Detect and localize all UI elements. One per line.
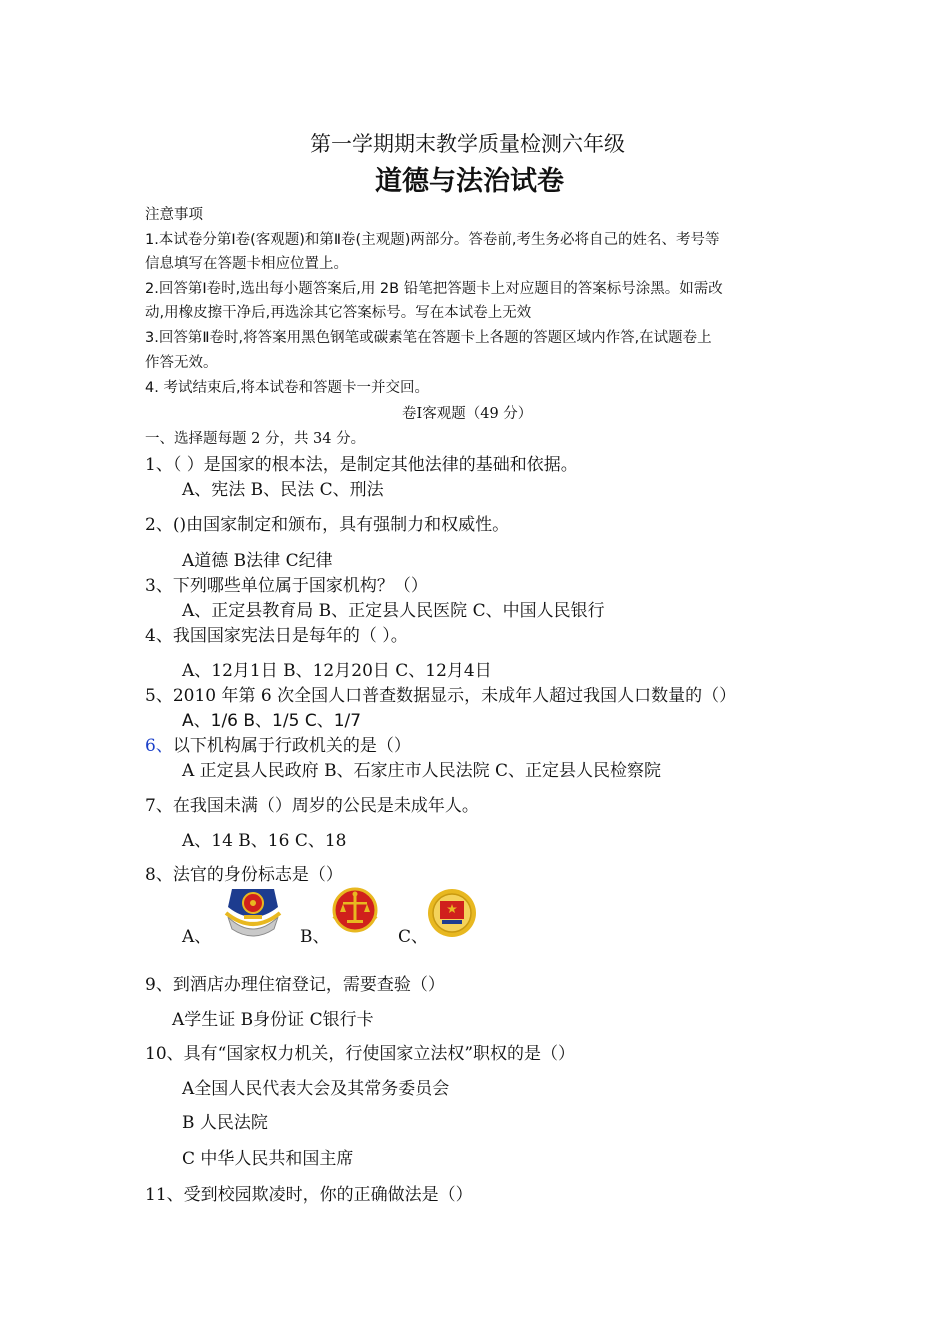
question-2: 2、()由国家制定和颁布，具有强制力和权威性。 xyxy=(145,515,510,535)
question-4: 4、我国国家宪法日是每年的（ ）。 xyxy=(145,626,408,646)
question-8-option-a-label: A、 xyxy=(182,927,212,947)
question-10-option-c: C 中华人民共和国主席 xyxy=(182,1149,354,1169)
question-7-options: A、14 B、16 C、18 xyxy=(182,831,347,851)
question-9: 9、到酒店办理住宿登记，需要查验（） xyxy=(145,975,445,995)
question-10: 10、具有“国家权力机关，行使国家立法权”职权的是（） xyxy=(145,1044,576,1064)
question-11: 11、受到校园欺凌时，你的正确做法是（） xyxy=(145,1185,473,1205)
exam-title: 道德与法治试卷 xyxy=(375,166,564,197)
question-3: 3、下列哪些单位属于国家机构？（） xyxy=(145,576,428,596)
police-badge-icon xyxy=(222,883,284,941)
question-1-options: A、宪法 B、民法 C、刑法 xyxy=(182,480,384,500)
question-5-options: A、1/6 B、1/5 C、1/7 xyxy=(182,711,362,731)
exam-subtitle: 第一学期期末教学质量检测六年级 xyxy=(310,132,625,156)
section-instruction: 一、选择题每题 2 分，共 34 分。 xyxy=(145,431,366,447)
question-6-options: A 正定县人民政府 B、石家庄市人民法院 C、正定县人民检察院 xyxy=(182,761,661,781)
question-6-text: 以下机构属于行政机关的是（） xyxy=(172,736,411,756)
question-7: 7、在我国未满（）周岁的公民是未成年人。 xyxy=(145,796,479,816)
notice-item-3-cont: 作答无效。 xyxy=(145,355,218,371)
question-4-options: A、12月1日 B、12月20日 C、12月4日 xyxy=(182,661,492,681)
question-5: 5、2010 年第 6 次全国人口普查数据显示，未成年人超过我国人口数量的（） xyxy=(145,686,737,706)
notice-heading: 注意事项 xyxy=(145,207,203,223)
notice-item-3: 3.回答第Ⅱ卷时,将答案用黑色钢笔或碳素笔在答题卡上各题的答题区域内作答,在试题卷上 xyxy=(145,330,712,346)
court-emblem-icon xyxy=(330,886,380,940)
notice-item-1: 1.本试卷分第Ⅰ卷(客观题)和第Ⅱ卷(主观题)两部分。答卷前,考生务必将自己的姓名、考号等 xyxy=(145,232,720,248)
question-10-option-a: A全国人民代表大会及其常务委员会 xyxy=(182,1079,450,1099)
question-1: 1、（ ）是国家的根本法，是制定其他法律的基础和依据。 xyxy=(145,455,578,475)
question-8-option-b-label: B、 xyxy=(300,927,330,947)
notice-item-2: 2.回答第Ⅰ卷时,选出每小题答案后,用 2B 铅笔把答题卡上对应题目的答案标号涂黑。如需改 xyxy=(145,281,723,297)
question-6-number: 6、 xyxy=(145,736,173,756)
question-2-options: A道德 B法律 C纪律 xyxy=(182,551,333,571)
question-10-option-b: B 人民法院 xyxy=(182,1113,268,1133)
question-3-options: A、正定县教育局 B、正定县人民医院 C、中国人民银行 xyxy=(182,601,605,621)
notice-item-2-cont: 动,用橡皮擦干净后,再选涂其它答案标号。写在本试卷上无效 xyxy=(145,305,532,321)
question-9-options: A学生证 B身份证 C银行卡 xyxy=(172,1010,374,1030)
question-8: 8、法官的身份标志是（） xyxy=(145,865,343,885)
notice-item-1-cont: 信息填写在答题卡相应位置上。 xyxy=(145,256,348,272)
question-8-option-c-label: C、 xyxy=(398,927,429,947)
notice-item-4: 4. 考试结束后,将本试卷和答题卡一并交回。 xyxy=(145,380,430,396)
section-title: 卷Ⅰ客观题（49 分） xyxy=(402,406,533,422)
procuratorate-emblem-icon xyxy=(425,886,479,940)
question-6 xyxy=(145,731,411,756)
